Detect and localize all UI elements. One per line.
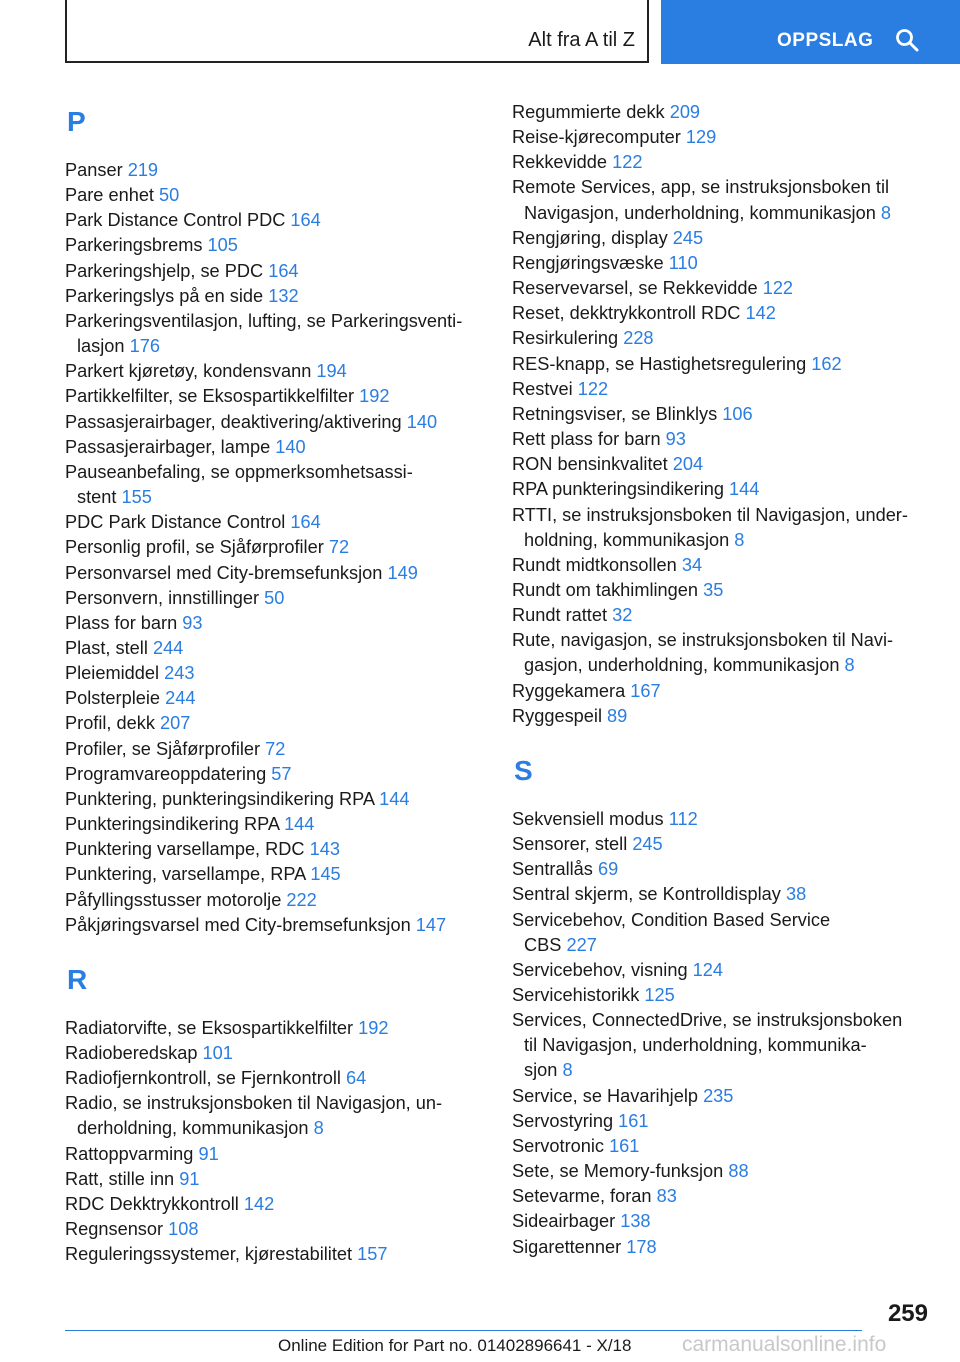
- section-tab[interactable]: [65, 0, 649, 63]
- section-heading: S: [514, 754, 533, 786]
- entry-text: Parkeringsventilasjon, lufting, se Parkeringsventi‐: [65, 310, 463, 331]
- lookup-label: OPPSLAG: [777, 30, 874, 51]
- index-entry[interactable]: [512, 1209, 942, 1234]
- page-link[interactable]: 108: [168, 1219, 199, 1240]
- entry-text: Reset, dekktrykkontroll RDC: [512, 303, 741, 324]
- index-entry[interactable]: [512, 175, 942, 225]
- entry-text: Profiler, se Sjåførprofiler: [65, 738, 261, 759]
- section-heading: R: [67, 963, 88, 995]
- index-entry[interactable]: [512, 807, 942, 832]
- entry-text: Remote Services, app, se instruksjonsboken til: [512, 177, 890, 198]
- entry-text: Programvareoppdatering: [65, 763, 267, 784]
- index-entry[interactable]: [65, 233, 485, 258]
- entry-text: Radiatorvifte, se Eksospartikkelfilter: [65, 1017, 354, 1038]
- index-entry[interactable]: [65, 561, 485, 586]
- page-link[interactable]: 93: [182, 612, 203, 633]
- index-entry[interactable]: [65, 410, 485, 435]
- index-entry[interactable]: [512, 452, 942, 477]
- entry-text: Ratt, stille inn: [65, 1168, 175, 1189]
- page-link[interactable]: 72: [265, 738, 286, 759]
- index-entry[interactable]: [65, 384, 485, 409]
- entry-text: Panser: [65, 160, 123, 180]
- index-column-right: [512, 100, 942, 1260]
- index-entry[interactable]: [65, 1016, 485, 1041]
- page-link[interactable]: 192: [359, 386, 390, 407]
- entry-text: Punktering, punkteringsindikering RPA: [65, 788, 375, 809]
- entry-text: Servicebehov, visning: [512, 959, 688, 980]
- entry-text: Sentrallås: [512, 859, 593, 880]
- entry-text: Påfyllingsstusser motorolje: [65, 889, 282, 910]
- entry-text: Rute, navigasjon, se instruksjonsboken til Navi‐: [512, 630, 894, 651]
- page-number: 259: [887, 1300, 928, 1327]
- page-link[interactable]: 125: [644, 985, 675, 1005]
- entry-text: til Navigasjon, underholdning, kommunika‐: [524, 1035, 867, 1056]
- page-link[interactable]: 144: [284, 814, 315, 835]
- entry-text: Påkjøringsvarsel med City-bremsefunksjon: [65, 914, 411, 935]
- page-link[interactable]: 162: [811, 353, 842, 374]
- page-link[interactable]: 8: [734, 529, 745, 550]
- entry-text: Reise-kjørecomputer: [512, 127, 681, 148]
- index-entry[interactable]: [512, 402, 942, 427]
- index-entry[interactable]: [65, 737, 485, 762]
- entry-text: Punktering varsellampe, RDC: [65, 839, 305, 860]
- entry-text: Personvarsel med City-bremsefunksjon: [65, 562, 383, 583]
- entry-text: holdning, kommunikasjon: [524, 529, 730, 550]
- page-link[interactable]: 142: [745, 303, 776, 324]
- entry-text: Parkeringsbrems: [65, 235, 203, 256]
- entry-text: Park Distance Control PDC: [65, 210, 286, 231]
- entry-text: Pleiemiddel: [65, 663, 160, 684]
- index-entry[interactable]: [65, 1041, 485, 1066]
- index-entry[interactable]: [512, 150, 942, 175]
- entry-text: RPA punkteringsindikering: [512, 479, 724, 500]
- page-link[interactable]: 91: [198, 1143, 219, 1164]
- entry-text: Regnsensor: [65, 1219, 164, 1240]
- index-entry[interactable]: [512, 301, 942, 326]
- entry-text: Servostyring: [512, 1110, 614, 1131]
- entry-text: PDC Park Distance Control: [65, 512, 286, 533]
- index-entry[interactable]: [512, 704, 942, 729]
- entry-text: Resirkulering: [512, 328, 619, 349]
- entry-text: Sensorer, stell: [512, 834, 628, 855]
- entry-text: Regummierte dekk: [512, 102, 665, 122]
- page-link[interactable]: 38: [785, 884, 807, 905]
- page-link[interactable]: 192: [358, 1017, 389, 1038]
- lookup-button[interactable]: [661, 0, 960, 64]
- page-link[interactable]: 209: [669, 102, 701, 122]
- page-link[interactable]: 122: [762, 278, 794, 299]
- index-entry[interactable]: [512, 832, 942, 857]
- index-entry[interactable]: [512, 326, 942, 351]
- index-entry[interactable]: [65, 435, 485, 460]
- index-entry[interactable]: [65, 158, 485, 183]
- index-entry[interactable]: [512, 908, 942, 958]
- page-link[interactable]: 32: [612, 605, 633, 626]
- index-entry[interactable]: [512, 603, 942, 628]
- index-entry[interactable]: [65, 359, 485, 384]
- index-entry[interactable]: [65, 259, 485, 284]
- entry-text: RTTI, se instruksjonsboken til Navigasjon, under‐: [512, 504, 908, 525]
- index-entry[interactable]: [65, 837, 485, 862]
- index-entry[interactable]: [512, 125, 942, 150]
- index-entry[interactable]: [65, 611, 485, 636]
- page-link[interactable]: 164: [268, 260, 299, 281]
- index-entry[interactable]: [65, 1192, 485, 1217]
- page-link[interactable]: 140: [275, 436, 306, 457]
- index-entry[interactable]: [512, 628, 942, 678]
- index-entry[interactable]: [512, 477, 942, 502]
- index-entry[interactable]: [65, 636, 485, 661]
- index-entry[interactable]: [65, 888, 485, 913]
- entry-text: Radiofjernkontroll, se Fjernkontroll: [65, 1068, 341, 1089]
- page-link[interactable]: 178: [626, 1236, 657, 1257]
- index-entry[interactable]: [65, 1217, 485, 1242]
- page-link[interactable]: 235: [703, 1085, 734, 1106]
- entry-text: RDC Dekktrykkontroll: [65, 1193, 239, 1214]
- page-link[interactable]: 161: [618, 1110, 649, 1131]
- entry-text: Rundt om takhimlingen: [512, 579, 699, 600]
- index-entry[interactable]: [65, 208, 485, 233]
- entry-text: Reservevarsel, se Rekkevidde: [512, 278, 758, 299]
- section-heading: P: [67, 106, 86, 137]
- index-entry[interactable]: [512, 679, 942, 704]
- search-icon: [895, 28, 919, 52]
- entry-text: Navigasjon, underholdning, kommunikasjon: [524, 202, 876, 223]
- entry-text: Restvei: [512, 378, 573, 399]
- page-link[interactable]: 50: [159, 185, 180, 206]
- index-entry[interactable]: [512, 983, 942, 1008]
- page-link[interactable]: 161: [609, 1135, 640, 1156]
- entry-text: Retningsviser, se Blinklys: [512, 403, 718, 424]
- entry-text: Plast, stell: [65, 637, 148, 658]
- page-link[interactable]: 144: [379, 788, 410, 809]
- index-entry[interactable]: [65, 586, 485, 611]
- page-link[interactable]: 194: [316, 361, 347, 382]
- entry-text: Rekkevidde: [512, 152, 608, 173]
- index-entry[interactable]: [512, 251, 942, 276]
- page-link[interactable]: 164: [290, 210, 321, 231]
- page-link[interactable]: 8: [880, 202, 892, 223]
- index-entry[interactable]: [65, 661, 485, 686]
- index-entry[interactable]: [512, 1084, 942, 1109]
- entry-text: Servicehistorikk: [512, 985, 640, 1005]
- page-link[interactable]: 219: [127, 160, 159, 180]
- entry-text: Punktering, varsellampe, RPA: [65, 864, 306, 885]
- entry-text: Servicebehov, Condition Based Service: [512, 909, 831, 930]
- page-link[interactable]: 243: [164, 663, 195, 684]
- page-link[interactable]: 83: [656, 1186, 677, 1207]
- index-entry[interactable]: [512, 553, 942, 578]
- index-entry[interactable]: [65, 862, 485, 887]
- page-link[interactable]: 245: [672, 227, 704, 248]
- page-link[interactable]: 69: [597, 859, 619, 880]
- index-entry[interactable]: [65, 510, 485, 535]
- entry-text: Sigarettenner: [512, 1236, 622, 1257]
- entry-text: sjon: [524, 1060, 558, 1081]
- entry-text: Sete, se Memory-funksjon: [512, 1161, 724, 1182]
- entry-text: Ryggekamera: [512, 680, 626, 701]
- index-entry[interactable]: [512, 377, 942, 402]
- edition-label: Online Edition for Part no. 01402896641 - X/18: [278, 1336, 632, 1355]
- entry-text: Sentral skjerm, se Kontrolldisplay: [512, 884, 781, 905]
- page-link[interactable]: 164: [290, 512, 321, 533]
- entry-text: Servotronic: [512, 1135, 604, 1156]
- entry-text: Sideairbager: [512, 1211, 616, 1232]
- page-link[interactable]: 244: [165, 688, 196, 709]
- index-entry[interactable]: [65, 913, 485, 938]
- page-link[interactable]: 157: [357, 1244, 388, 1265]
- footer-divider: [65, 1330, 862, 1331]
- page-link[interactable]: 72: [328, 537, 350, 558]
- index-entry[interactable]: [512, 1235, 942, 1260]
- page-link[interactable]: 34: [681, 554, 703, 575]
- page-link[interactable]: 122: [577, 378, 609, 399]
- entry-text: Punkteringsindikering RPA: [65, 814, 279, 835]
- entry-text: Rett plass for barn: [512, 429, 661, 450]
- page-link[interactable]: 142: [243, 1193, 275, 1214]
- index-entry[interactable]: [65, 1066, 485, 1091]
- index-entry[interactable]: [512, 503, 942, 553]
- index-entry[interactable]: [65, 460, 485, 510]
- index-entry[interactable]: [512, 276, 942, 301]
- index-entry[interactable]: [512, 857, 942, 882]
- page-link[interactable]: 110: [668, 252, 698, 273]
- page-link[interactable]: 8: [844, 655, 855, 676]
- index-entry[interactable]: [512, 882, 942, 907]
- entry-text: Radio, se instruksjonsboken til Navigasjon, un‐: [65, 1093, 443, 1114]
- page-link[interactable]: 35: [703, 579, 724, 600]
- entry-text: Passasjerairbager, lampe: [65, 436, 271, 457]
- entry-text: Ryggespeil: [512, 705, 602, 726]
- entry-text: Reguleringssystemer, kjørestabilitet: [65, 1244, 353, 1265]
- page-link[interactable]: 101: [202, 1043, 233, 1063]
- page-link[interactable]: 228: [623, 328, 654, 349]
- page-link[interactable]: 129: [685, 127, 717, 148]
- page-link[interactable]: 204: [672, 454, 704, 475]
- entry-text: Service, se Havarihjelp: [512, 1085, 698, 1106]
- page-link[interactable]: 57: [271, 763, 292, 784]
- page-link[interactable]: 124: [692, 959, 723, 980]
- index-entry[interactable]: [512, 578, 942, 603]
- page-link[interactable]: 149: [387, 562, 418, 583]
- entry-text: Sekvensiell modus: [512, 808, 664, 829]
- index-entry[interactable]: [512, 1008, 942, 1083]
- page-link[interactable]: 167: [630, 680, 661, 701]
- entry-text: Pauseanbefaling, se oppmerksomhetsassi‐: [65, 461, 413, 482]
- page-link[interactable]: 132: [268, 285, 299, 306]
- index-entry[interactable]: [65, 183, 485, 208]
- page-link[interactable]: 112: [668, 808, 698, 829]
- entry-text: Radioberedskap: [65, 1043, 198, 1063]
- index-entry[interactable]: [65, 1091, 485, 1141]
- index-entry[interactable]: [512, 100, 942, 125]
- index-entry[interactable]: [65, 711, 485, 736]
- page-link[interactable]: 244: [152, 637, 184, 658]
- page-link[interactable]: 8: [562, 1060, 573, 1081]
- page-link[interactable]: 147: [415, 914, 447, 935]
- entry-text: gasjon, underholdning, kommunikasjon: [524, 655, 840, 676]
- page-link[interactable]: 122: [612, 152, 643, 173]
- page-link[interactable]: 106: [722, 403, 753, 424]
- entry-text: Rundt rattet: [512, 605, 608, 626]
- index-entry[interactable]: [512, 352, 942, 377]
- entry-text: Pare enhet: [65, 185, 154, 206]
- page-link[interactable]: 93: [665, 429, 686, 450]
- entry-text: Profil, dekk: [65, 713, 155, 734]
- entry-text: Plass for barn: [65, 612, 178, 633]
- page-link[interactable]: 50: [264, 587, 285, 608]
- index-entry[interactable]: [512, 1159, 942, 1184]
- entry-text: derholdning, kommunikasjon: [77, 1118, 309, 1139]
- index-entry[interactable]: [512, 1184, 942, 1209]
- entry-text: Setevarme, foran: [512, 1186, 652, 1207]
- index-column-left: [65, 100, 485, 1267]
- entry-text: Rengjøringsvæske: [512, 252, 664, 273]
- page-link[interactable]: 144: [729, 479, 760, 500]
- index-entry[interactable]: [65, 812, 485, 837]
- entry-text: Rundt midtkonsollen: [512, 554, 677, 575]
- index-entry[interactable]: [65, 1242, 485, 1267]
- entry-text: Partikkelfilter, se Eksospartikkelfilter: [65, 386, 355, 407]
- entry-text: Services, ConnectedDrive, se instruksjonsboken: [512, 1010, 903, 1031]
- entry-text: Rattoppvarming: [65, 1143, 194, 1164]
- entry-text: Personlig profil, se Sjåførprofiler: [65, 537, 324, 558]
- index-entry[interactable]: [512, 1134, 942, 1159]
- page-link[interactable]: 245: [632, 834, 663, 855]
- index-entry[interactable]: [65, 1142, 485, 1167]
- page-link[interactable]: 105: [207, 235, 238, 256]
- page-link[interactable]: 207: [160, 713, 191, 734]
- index-entry[interactable]: [65, 535, 485, 560]
- index-entry[interactable]: [65, 309, 485, 359]
- entry-text: stent: [77, 487, 117, 508]
- index-entry[interactable]: [65, 1167, 485, 1192]
- entry-text: Passasjerairbager, deaktivering/aktivering: [65, 411, 402, 432]
- page-link[interactable]: 89: [607, 705, 628, 726]
- page-link[interactable]: 88: [728, 1161, 749, 1182]
- page-link[interactable]: 227: [566, 934, 597, 955]
- entry-text: Parkert kjøretøy, kondensvann: [65, 361, 312, 382]
- index-entry[interactable]: [512, 226, 942, 251]
- page-link[interactable]: 176: [129, 336, 160, 357]
- entry-text: Polsterpleie: [65, 688, 161, 709]
- page-link[interactable]: 222: [286, 889, 317, 910]
- page-link[interactable]: 64: [346, 1068, 367, 1089]
- index-entry[interactable]: [65, 762, 485, 787]
- entry-text: lasjon: [77, 336, 125, 357]
- entry-text: CBS: [524, 934, 562, 955]
- page-link[interactable]: 145: [310, 864, 341, 885]
- page-link[interactable]: 155: [121, 487, 152, 508]
- index-entry[interactable]: [512, 958, 942, 983]
- index-entry[interactable]: [512, 1109, 942, 1134]
- page-link[interactable]: 138: [620, 1211, 651, 1232]
- entry-text: Parkeringslys på en side: [65, 285, 264, 306]
- entry-text: Parkeringshjelp, se PDC: [65, 260, 264, 281]
- entry-text: RON bensinkvalitet: [512, 454, 668, 475]
- page-link[interactable]: 140: [406, 411, 438, 432]
- entry-text: Rengjøring, display: [512, 227, 668, 248]
- page-link[interactable]: 8: [313, 1118, 324, 1139]
- index-entry[interactable]: [65, 787, 485, 812]
- index-entry[interactable]: [65, 284, 485, 309]
- section-title: Alt fra A til Z: [528, 29, 635, 51]
- index-entry[interactable]: [512, 427, 942, 452]
- entry-text: RES-knapp, se Hastighetsregulering: [512, 353, 807, 374]
- page-link[interactable]: 143: [309, 839, 340, 860]
- watermark: carmanualsonline.info: [682, 1333, 887, 1356]
- entry-text: Personvern, innstillinger: [65, 587, 260, 608]
- index-entry[interactable]: [65, 686, 485, 711]
- page-link[interactable]: 91: [179, 1168, 200, 1189]
